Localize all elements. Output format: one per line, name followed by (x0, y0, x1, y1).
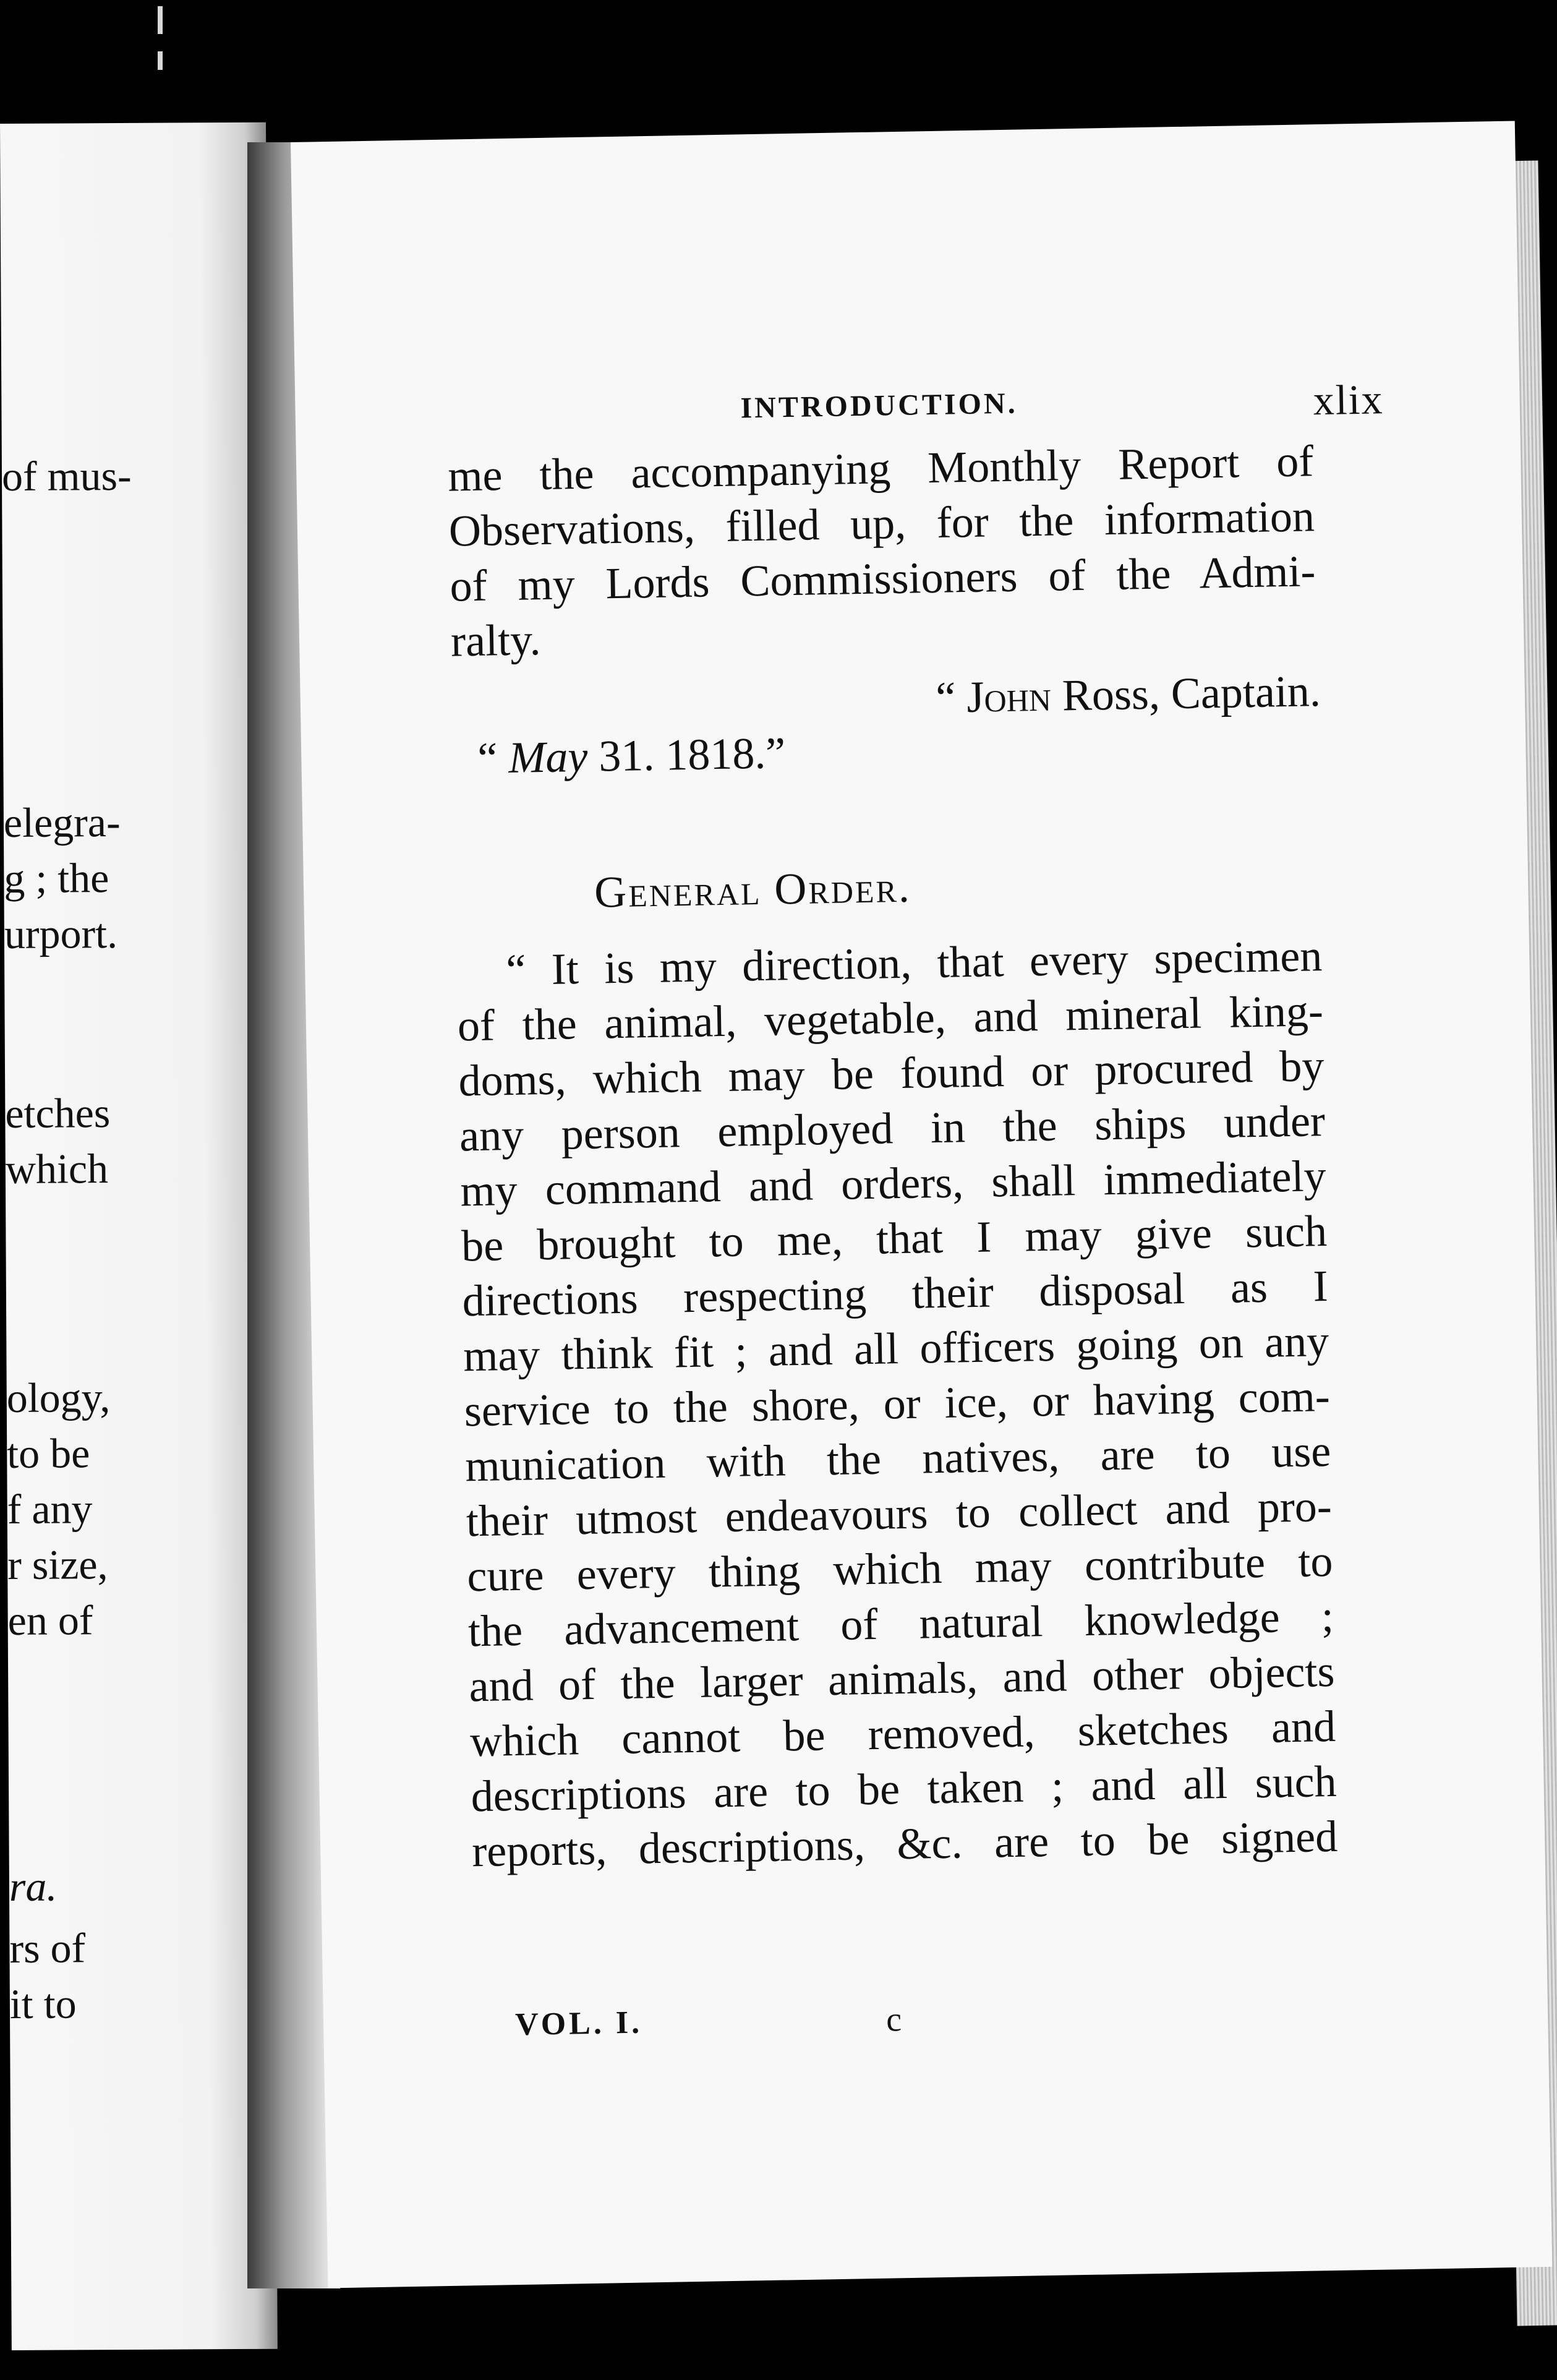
scan-marks (158, 6, 166, 93)
left-page-fragment: etches (5, 1089, 111, 1137)
left-page-fragment: ra. (9, 1862, 58, 1910)
date-month: May (508, 731, 589, 782)
signature-rest: Ross, Captain. (1051, 666, 1321, 721)
signature-open-quote: “ (935, 672, 968, 722)
text-line: munication with the natives, are to use (464, 1426, 1331, 1491)
date-open-quote: “ (477, 733, 510, 783)
letter-date (477, 727, 786, 784)
signature-letter: c (885, 2000, 902, 2039)
text-line: of the animal, vegetable, and mineral king- (457, 986, 1324, 1051)
left-page-fragment: urport. (4, 910, 118, 957)
general-order-paragraph (456, 928, 1338, 1879)
text-line: cure every thing which may contribute to (466, 1536, 1333, 1601)
text-line: of my Lords Commissioners of the Admi- (449, 546, 1316, 611)
left-page-fragment: which (5, 1145, 109, 1192)
date-rest: 31. 1818.” (587, 728, 786, 781)
text-line: Observations, filled up, for the information (448, 491, 1315, 556)
left-page-fragment: of mus- (1, 452, 132, 500)
text-line: and of the larger animals, and other objects (468, 1646, 1336, 1711)
opening-paragraph (448, 434, 1317, 669)
left-page-fragment: elegra- (3, 798, 121, 846)
text-line: reports, descriptions, &c. are to be signed (471, 1811, 1338, 1877)
page-footer (514, 1999, 948, 2043)
text-line: their utmost endeavours to collect and pro- (466, 1481, 1333, 1546)
text-line: may think fit ; and all officers going on any (463, 1316, 1329, 1381)
left-page-fragment: en of (7, 1596, 93, 1644)
text-line: directions respecting their disposal as I (462, 1261, 1329, 1326)
text-line: doms, which may be found or procured by (458, 1041, 1325, 1106)
running-head: INTRODUCTION. (740, 387, 1018, 425)
text-line: service to the shore, or ice, or having com- (464, 1371, 1331, 1436)
left-page-fragment: ology, (6, 1374, 111, 1421)
text-line: ralty. (450, 615, 542, 666)
text-line: my command and orders, shall immediately (459, 1151, 1327, 1216)
page-number: xlix (1313, 375, 1384, 424)
signature-first-name: John (966, 670, 1052, 722)
left-page-fragment: g ; the (4, 854, 109, 902)
text-line: me the accompanying Monthly Report of (447, 436, 1314, 501)
text-line: “ It is my direction, that every specimen (505, 931, 1323, 995)
volume-signature: VOL. I. (514, 2005, 643, 2043)
text-line: any person employed in the ships under (459, 1096, 1326, 1161)
text-line: which cannot be removed, sketches and (469, 1701, 1336, 1766)
left-page-fragment: to be (7, 1429, 90, 1477)
text-line: the advancement of natural knowledge ; (467, 1591, 1334, 1656)
letter-signature (936, 666, 1321, 724)
section-heading: General Order. (594, 862, 912, 917)
left-page-fragment: rs of (9, 1924, 86, 1972)
left-page-fragment: f any (7, 1485, 93, 1533)
left-page-fragment: it to (9, 1980, 77, 2027)
text-line: descriptions are to be taken ; and all such (471, 1756, 1337, 1821)
text-line: be brought to me, that I may give such (461, 1206, 1328, 1271)
main-page (291, 121, 1552, 2288)
left-facing-page (0, 122, 278, 2350)
left-page-fragment: r size, (7, 1541, 108, 1588)
page-header (740, 375, 1384, 440)
